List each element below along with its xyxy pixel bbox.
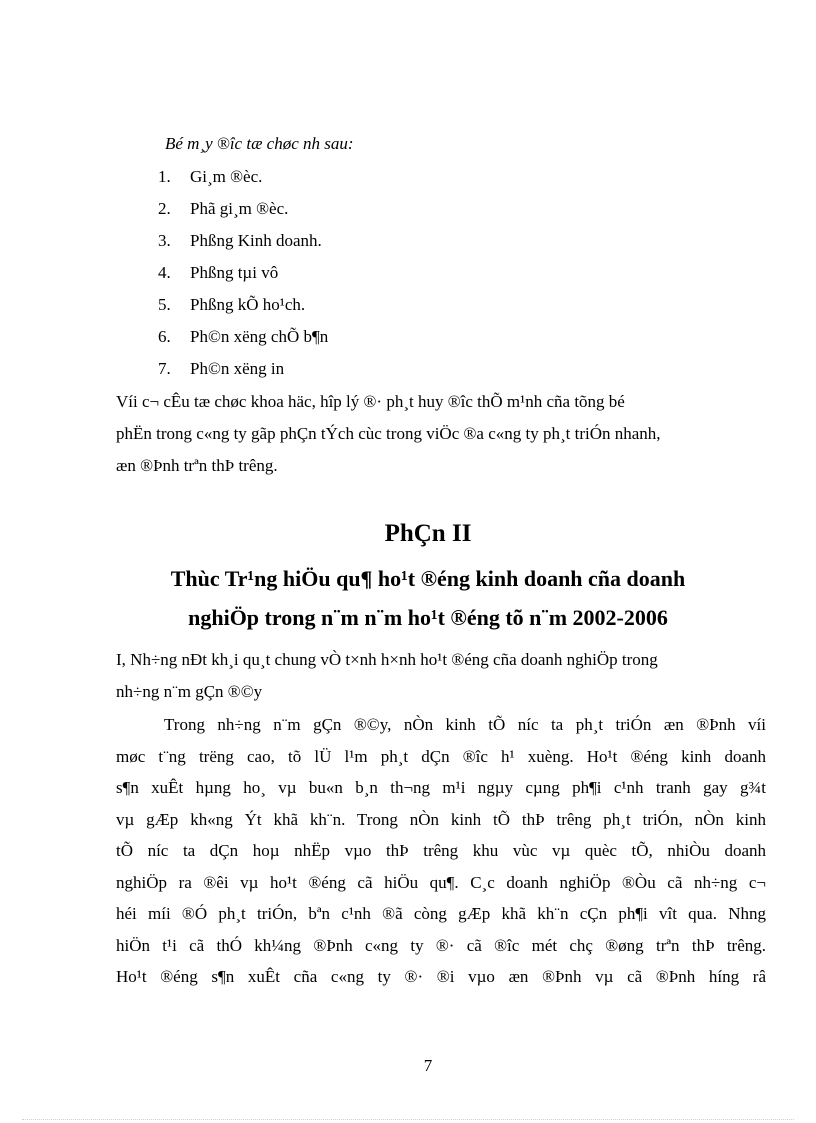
list-text: Phßng Kinh doanh. — [190, 231, 322, 250]
paragraph-line: héi míi ®Ó ph¸t triÓn, bªn c¹nh ®ã còng gÆp khã kh¨n cÇn ph¶i vît qua. Nhng — [116, 904, 766, 923]
list-text: Ph©n xëng in — [190, 359, 285, 378]
list-number: 1. — [158, 167, 171, 186]
list-text: Phã gi¸m ®èc. — [190, 199, 289, 218]
paragraph-line: æn ®Þnh trªn thÞ trêng. — [116, 456, 278, 475]
part-heading: PhÇn II — [384, 520, 472, 547]
part-title-line-1: Thùc Tr¹ng hiÖu qu¶ ho¹t ®éng kinh doanh cña doanh — [170, 566, 686, 591]
list-item — [158, 294, 328, 326]
list-text: Phßng kÕ ho¹ch. — [190, 295, 306, 314]
paragraph-line: phËn trong c«ng ty gãp phÇn tÝch cùc trong viÖc ®a c«ng ty ph¸t triÓn nhanh, — [116, 424, 661, 443]
page-bottom-divider — [22, 1119, 794, 1120]
org-structure-intro: Bé m¸y ®îc tæ chøc nh sau: — [165, 134, 354, 153]
paragraph-line: tÕ níc ta dÇn hoµ nhËp vµo thÞ trêng khu vùc vµ quèc tÕ, nhiÒu doanh — [116, 841, 766, 860]
section-heading-line: nh÷ng n¨m gÇn ®©y — [116, 682, 263, 701]
section-heading — [116, 648, 658, 712]
list-item — [158, 358, 328, 390]
list-number: 4. — [158, 263, 171, 282]
paragraph-line: vµ gÆp kh«ng Ýt khã kh¨n. Trong nÒn kinh tÕ thÞ trêng ph¸t triÓn, nÒn kinh — [116, 809, 766, 829]
list-number: 7. — [158, 359, 171, 378]
paragraph-line: s¶n xuÊt hµng ho¸ vµ bu«n b¸n th¬ng m¹i ngµy cµng ph¶i c¹nh tranh gay g¾t — [116, 778, 766, 797]
list-number: 5. — [158, 295, 171, 314]
body-paragraph — [116, 713, 766, 997]
list-item — [158, 166, 328, 198]
paragraph-line: hiÖn t¹i cã thÓ kh¼ng ®Þnh c«ng ty ®· cã ®îc mét chç ®øng trªn thÞ trêng. — [116, 935, 766, 955]
paragraph-line: Trong nh÷ng n¨m gÇn ®©y, nÒn kinh tÕ níc ta ph¸t triÓn æn ®Þnh víi — [164, 715, 766, 734]
list-number: 2. — [158, 199, 171, 218]
part-title-line-2: nghiÖp trong n¨m n¨m ho¹t ®éng tõ n¨m 2002-2006 — [188, 605, 668, 630]
list-item — [158, 326, 328, 358]
paragraph-line: Ho¹t ®éng s¶n xuÊt cña c«ng ty ®· ®i vµo æn ®Þnh vµ cã ®Þnh híng râ — [116, 967, 766, 986]
section-heading-line: I, Nh÷ng nÐt kh¸i qu¸t chung vÒ t×nh h×nh ho¹t ®éng cña doanh nghiÖp trong — [116, 650, 658, 669]
paragraph-line: møc t¨ng trëng cao, tõ lÜ l¹m ph¸t dÇn ®îc h¹ xuèng. Ho¹t ®éng kinh doanh — [116, 746, 766, 766]
structure-summary-paragraph — [116, 390, 766, 486]
list-text: Phßng tµi vô — [190, 263, 279, 282]
paragraph-line: Víi c¬ cÊu tæ chøc khoa häc, hîp lý ®· ph¸t huy ®îc thÕ m¹nh cña tõng bé — [116, 392, 625, 411]
list-number: 6. — [158, 327, 171, 346]
list-item — [158, 262, 328, 294]
page-number: 7 — [423, 1056, 433, 1075]
list-item — [158, 230, 328, 262]
department-list — [158, 166, 328, 390]
list-text: Ph©n xëng chÕ b¶n — [190, 327, 329, 346]
paragraph-line: nghiÖp ra ®êi vµ ho¹t ®éng cã hiÖu qu¶. C¸c doanh nghiÖp ®Òu cã nh÷ng c¬ — [116, 872, 766, 892]
list-item — [158, 198, 328, 230]
list-text: Gi¸m ®èc. — [190, 167, 263, 186]
list-number: 3. — [158, 231, 171, 250]
